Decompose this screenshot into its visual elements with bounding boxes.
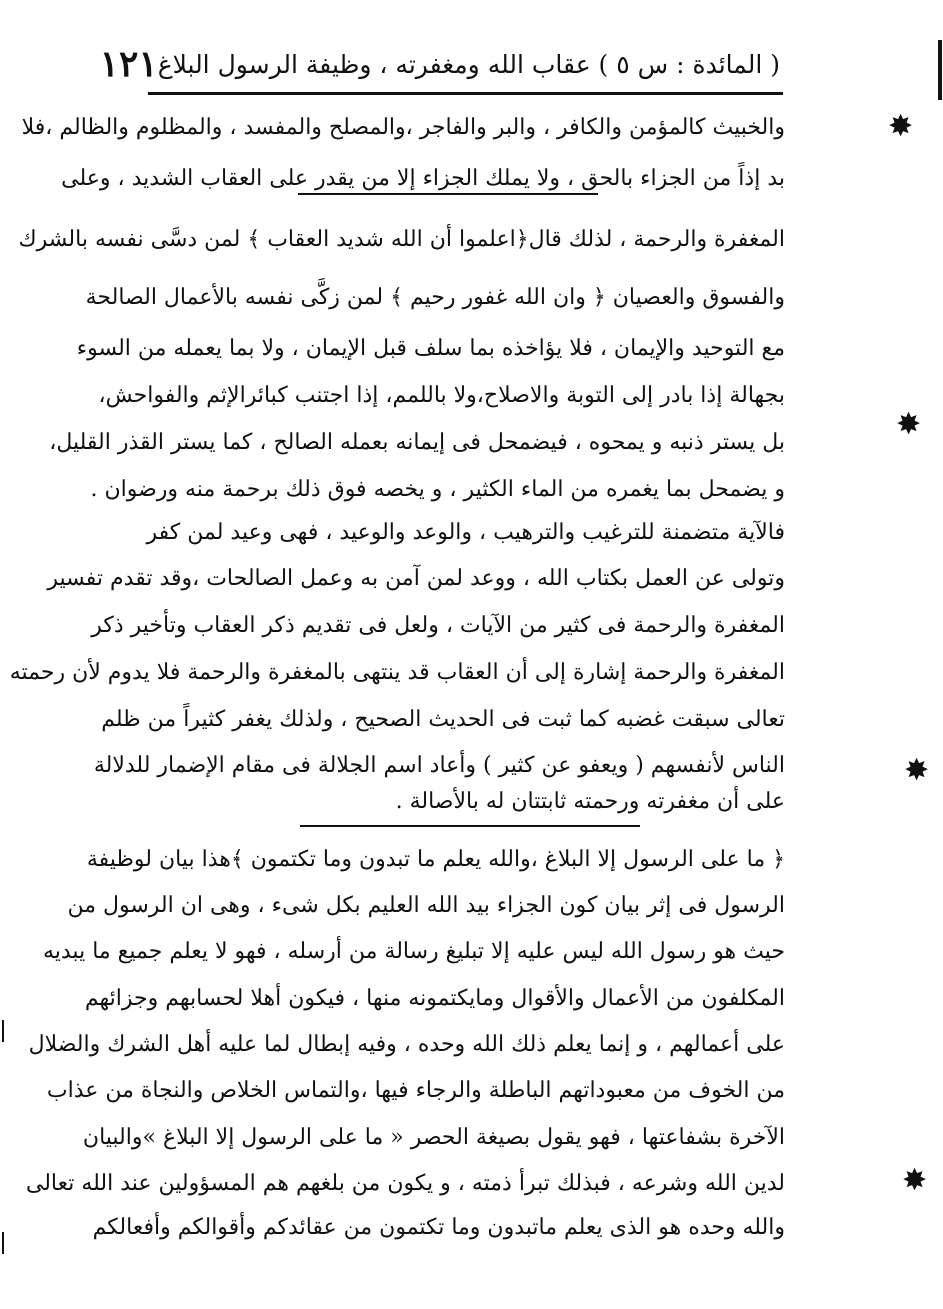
- text-line: وتولى عن العمل بكتاب الله ، ووعد لمن آمن به وعمل الصالحات ،وقد تقدم تفسير: [47, 566, 785, 591]
- edge-tick: [2, 1232, 4, 1254]
- text-line: فالآية متضمنة للترغيب والترهيب ، والوعد والوعيد ، فهى وعيد لمن كفر: [146, 520, 785, 545]
- text-line: ﴿ ما على الرسول إلا البلاغ ،والله يعلم ما تبدون وما تكتمون ﴾هذا بيان لوظيفة: [86, 847, 785, 872]
- text-line: والخبيث كالمؤمن والكافر ، والبر والفاجر ،والمصلح والمفسد ، والمظلوم والظالم ،فلا: [21, 115, 785, 140]
- text-line: و يضمحل بما يغمره من الماء الكثير ، و يخصه فوق ذلك برحمة منه ورضوان .: [90, 477, 785, 502]
- text-line: تعالى سبقت غضبه كما ثبت فى الحديث الصحيح ، ولذلك يغفر كثيراً من ظلم: [101, 707, 785, 732]
- text-line: والله وحده هو الذى يعلم ماتبدون وما تكتمون من عقائدكم وأقوالكم وأفعالكم: [92, 1215, 785, 1240]
- page-number: ١٢١: [99, 43, 158, 85]
- text-line: الرسول فى إثر بيان كون الجزاء بيد الله العليم بكل شىء ، وهى ان الرسول من: [67, 893, 785, 918]
- text-line: على أعمالهم ، و إنما يعلم ذلك الله وحده ، وفيه إبطال لما عليه أهل الشرك والضلال: [28, 1032, 785, 1057]
- text-line: المغفرة والرحمة فى كثير من الآيات ، ولعل فى تقديم ذكر العقاب وتأخير ذكر: [91, 613, 785, 638]
- text-line: بل يستر ذنبه و يمحوه ، فيضمحل فى إيمانه بعمله الصالح ، كما يستر القذر القليل،: [49, 430, 785, 455]
- text-line: المغفرة والرحمة ، لذلك قال﴿اعلموا أن الله شديد العقاب ﴾ لمن دسَّى نفسه بالشرك: [18, 227, 785, 252]
- text-line: من الخوف من معبوداتهم الباطلة والرجاء فيها ،والتماس الخلاص والنجاة من عذاب: [46, 1078, 785, 1103]
- text-line: المكلفون من الأعمال والأقوال ومايكتمونه منها ، فيكون أهلا لحسابهم وجزائهم: [84, 986, 785, 1011]
- section-rule: [300, 825, 640, 827]
- binding-hole-mark: ✸: [902, 1163, 928, 1198]
- text-line: لدين الله وشرعه ، فبذلك تبرأ ذمته ، و يكون من بلغهم هم المسؤولين عند الله تعالى: [25, 1171, 785, 1196]
- header-rule: [148, 92, 783, 95]
- line-rule: [298, 193, 598, 195]
- text-line: مع التوحيد والإيمان ، فلا يؤاخذه بما سلف قبل الإيمان ، ولا بما يعمله من السوء: [76, 336, 785, 361]
- text-line: الآخرة بشفاعتها ، فهو يقول بصيغة الحصر « ما على الرسول إلا البلاغ »والبيان: [82, 1125, 785, 1150]
- text-line: المغفرة والرحمة إشارة إلى أن العقاب قد ينتهى بالمغفرة والرحمة فلا يدوم لأن رحمته: [9, 660, 785, 685]
- text-line: على أن مغفرته ورحمته ثابتتان له بالأصالة .: [395, 789, 785, 814]
- text-line: حيث هو رسول الله ليس عليه إلا تبليغ رسالة من أرسله ، فهو لا يعلم جميع ما يبديه: [42, 939, 785, 964]
- text-line: والفسوق والعصيان ﴿ وان الله غفور رحيم ﴾ لمن زكَّى نفسه بالأعمال الصالحة: [85, 285, 785, 310]
- binding-hole-mark: ✸: [904, 753, 930, 788]
- edge-bar: [938, 40, 942, 100]
- running-header-title: ( المائدة : س ٥ ) عقاب الله ومغفرته ، وظيفة الرسول البلاغ: [157, 49, 780, 79]
- binding-hole-mark: ✸: [896, 407, 922, 442]
- running-header: [99, 38, 780, 90]
- text-line: الناس لأنفسهم ( ويعفو عن كثير ) وأعاد اسم الجلالة فى مقام الإضمار للدلالة: [93, 753, 785, 778]
- text-line: بد إذاً من الجزاء بالحق ، ولا يملك الجزاء إلا من يقدر على العقاب الشديد ، وعلى: [61, 166, 785, 191]
- edge-tick: [2, 1020, 4, 1042]
- text-line: بجهالة إذا بادر إلى التوبة والاصلاح،ولا باللمم، إذا اجتنب كبائرالإثم والفواحش،: [98, 383, 785, 408]
- binding-hole-mark: ✸: [888, 109, 914, 144]
